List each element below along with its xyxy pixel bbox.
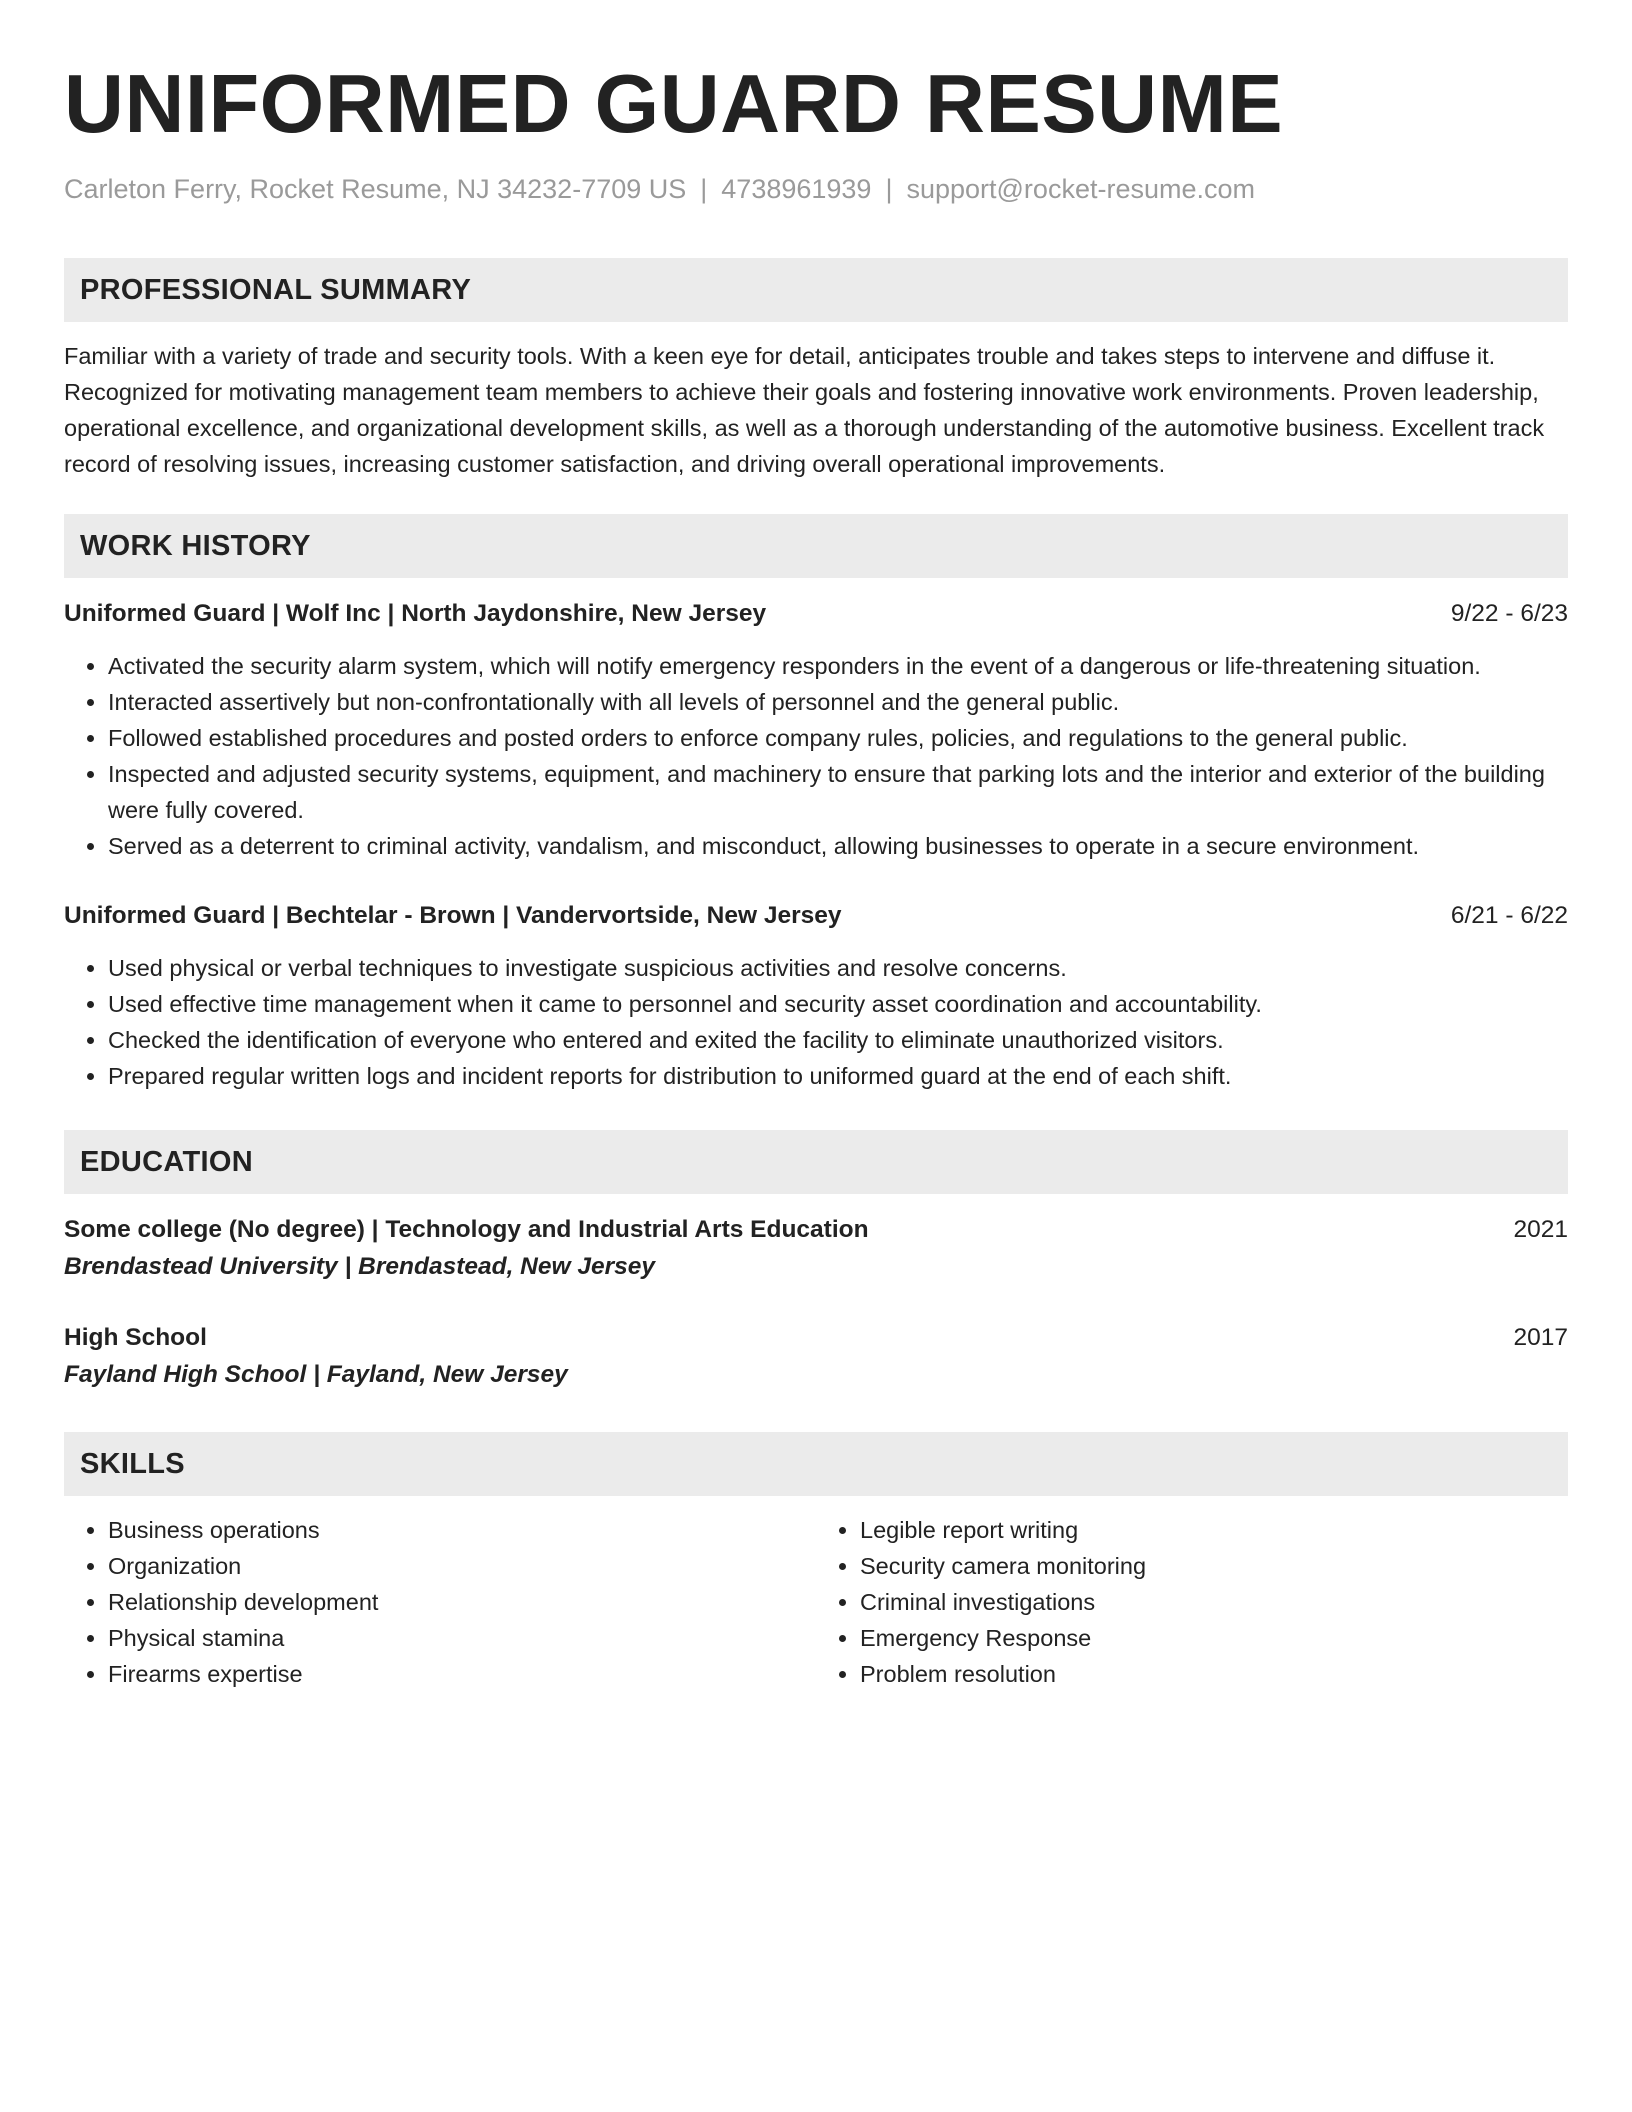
skill-item: • Legible report writing — [860, 1512, 1568, 1548]
job-duty: • Served as a deterrent to criminal activity, vandalism, and misconduct, allowing businesses to operate in a secure environment. — [108, 828, 1568, 864]
education-year: 2017 — [1513, 1324, 1568, 1351]
job-duty: • Interacted assertively but non-confrontationally with all levels of personnel and the general public. — [108, 684, 1568, 720]
skill-item: • Relationship development — [108, 1584, 816, 1620]
education-header — [64, 1320, 1568, 1356]
skill-item: • Problem resolution — [860, 1656, 1568, 1692]
education-header — [64, 1212, 1568, 1248]
skill-item: • Emergency Response — [860, 1620, 1568, 1656]
section-header-skills: SKILLS — [64, 1432, 1568, 1496]
job-title: Uniformed Guard | Wolf Inc | North Jaydonshire, New Jersey — [64, 600, 767, 627]
skill-item: • Security camera monitoring — [860, 1548, 1568, 1584]
section-header-education: EDUCATION — [64, 1130, 1568, 1194]
skill-item: • Firearms expertise — [108, 1656, 816, 1692]
skills-column-right — [816, 1512, 1568, 1692]
job-entry — [64, 898, 1568, 1094]
education-entry — [64, 1320, 1568, 1394]
job-duty: • Inspected and adjusted security systems, equipment, and machinery to ensure that parking lots and the interior and exterior of the building were fully covered. — [108, 756, 1568, 828]
skill-item: • Organization — [108, 1548, 816, 1584]
job-duty: • Checked the identification of everyone who entered and exited the facility to eliminate unauthorized visitors. — [108, 1022, 1568, 1058]
job-entry — [64, 596, 1568, 864]
job-duty: • Prepared regular written logs and incident reports for distribution to uniformed guard at the end of each shift. — [108, 1058, 1568, 1094]
skills-list — [64, 1512, 1568, 1692]
summary-text: Familiar with a variety of trade and security tools. With a keen eye for detail, anticipates trouble and takes steps to intervene and diffuse it. Recognized for motivating management team members to achieve their goals and fostering innovative work environments. Proven leadership, operational excellence, and organizational development skills, as well as a thorough understanding of the automotive business. Excellent track record of resolving issues, increasing customer satisfaction, and driving overall operational improvements. — [64, 343, 1545, 477]
education-entry — [64, 1212, 1568, 1286]
job-dates: 9/22 - 6/23 — [1450, 600, 1568, 627]
job-dates: 6/21 - 6/22 — [1450, 902, 1568, 929]
education-school: Brendastead University | Brendastead, New Jersey — [64, 1253, 656, 1280]
job-duty: • Used effective time management when it came to personnel and security asset coordination and accountability. — [108, 986, 1568, 1022]
education-degree: Some college (No degree) | Technology and Industrial Arts Education — [64, 1216, 869, 1243]
section-header-summary: PROFESSIONAL SUMMARY — [64, 258, 1568, 322]
resume-title: UNIFORMED GUARD RESUME — [64, 57, 1284, 150]
job-duties — [64, 950, 1568, 1094]
job-duty: • Used physical or verbal techniques to investigate suspicious activities and resolve concerns. — [108, 950, 1568, 986]
job-duty: • Activated the security alarm system, which will notify emergency responders in the event of a dangerous or life-threatening situation. — [108, 648, 1568, 684]
contact-phone: 4738961939 — [721, 174, 872, 204]
job-duty: • Followed established procedures and posted orders to enforce company rules, policies, and regulations to the general public. — [108, 720, 1568, 756]
job-header — [64, 596, 1568, 632]
job-title: Uniformed Guard | Bechtelar - Brown | Vandervortside, New Jersey — [64, 902, 842, 929]
contact-email: support@rocket-resume.com — [906, 174, 1255, 204]
education-degree: High School — [64, 1324, 207, 1351]
skill-item: • Business operations — [108, 1512, 816, 1548]
education-school: Fayland High School | Fayland, New Jersey — [64, 1361, 568, 1388]
contact-separator: | — [885, 174, 893, 204]
skills-column-left — [64, 1512, 816, 1692]
education-year: 2021 — [1513, 1216, 1568, 1243]
contact-address: Carleton Ferry, Rocket Resume, NJ 34232-7709 US — [64, 174, 687, 204]
section-header-work-history: WORK HISTORY — [64, 514, 1568, 578]
job-duties — [64, 648, 1568, 864]
job-header — [64, 898, 1568, 934]
skill-item: • Criminal investigations — [860, 1584, 1568, 1620]
skill-item: • Physical stamina — [108, 1620, 816, 1656]
contact-separator: | — [700, 174, 708, 204]
contact-line — [64, 172, 1568, 206]
